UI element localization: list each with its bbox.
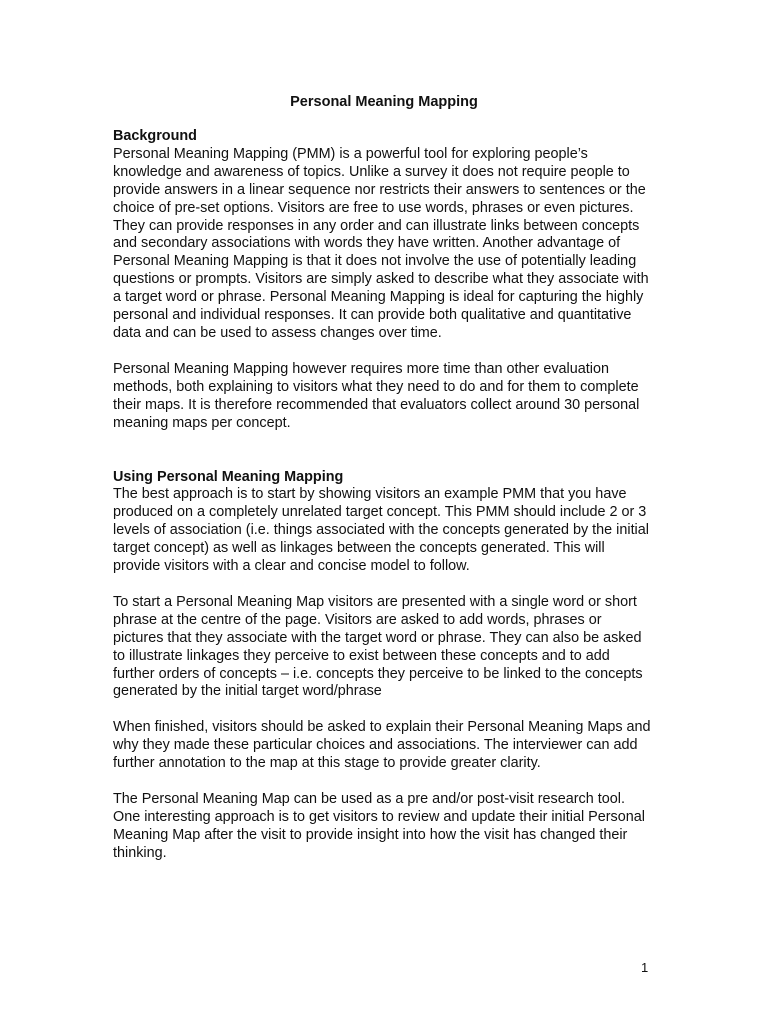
- section-heading-using-pmm: Using Personal Meaning Mapping: [113, 468, 344, 485]
- paragraph-spacer: [113, 701, 653, 719]
- section-heading-background: Background: [113, 128, 197, 144]
- paragraph-using-research-tool: The Personal Meaning Map can be used as a pre and/or post-visit research tool. One interesting approach is to get visitors to review and update their initial Personal Meaning Map after the visit to provide insight into how the visit has changed their thinking.: [113, 791, 645, 861]
- page-number: 1: [641, 960, 649, 975]
- document-body: [113, 128, 653, 863]
- paragraph-using-approach: The best approach is to start by showing visitors an example PMM that you have produced on a completely unrelated target concept. This PMM should include 2 or 3 levels of association (i.e. things associated with the concepts generated by the initial target concept) as well as linkages between the concepts generated. This will provide visitors with a clear and concise model to follow.: [113, 486, 649, 575]
- paragraph-background-time: Personal Meaning Mapping however requires more time than other evaluation methods, both explaining to visitors what they need to do and for them to complete their maps. It is therefore recommended that evaluators collect around 30 personal meaning maps per concept.: [113, 360, 640, 431]
- paragraph-using-finished: When finished, visitors should be asked to explain their Personal Meaning Maps and why they made these particular choices and associations. The interviewer can add further annotation to the map at this stage to provide greater clarity.: [113, 719, 651, 772]
- paragraph-background-intro: Personal Meaning Mapping (PMM) is a powerful tool for exploring people’s knowledge and awareness of topics. Unlike a survey it does not require people to provide answers in a linear sequence nor restricts their answers to sentences or the choice of pre-set options. Visitors are free to use words, phrases or even pictures. They can provide responses in any order and can illustrate links between concepts and secondary associations with words they have written. Another advantage of Personal Meaning Mapping is that it does not involve the use of potentially leading questions or prompts. Visitors are simply asked to describe what they associate with a target word or phrase. Personal Meaning Mapping is ideal for capturing the highly personal and individual responses. It can provide both qualitative and quantitative data and can be used to assess changes over time.: [113, 145, 649, 341]
- paragraph-spacer: [113, 576, 653, 594]
- paragraph-using-start: To start a Personal Meaning Map visitors are presented with a single word or short phrase at the centre of the page. Visitors are asked to add words, phrases or pictures that they associate with the target word or phrase. They can also be asked to illustrate linkages they perceive to exist between these concepts and to add further orders of concepts – i.e. concepts they perceive to be linked to the concepts generated by the initial target word/phrase: [113, 593, 643, 700]
- paragraph-spacer: [113, 343, 653, 361]
- document-title: Personal Meaning Mapping: [290, 94, 478, 110]
- section-spacer: [113, 433, 653, 469]
- paragraph-spacer: [113, 773, 653, 791]
